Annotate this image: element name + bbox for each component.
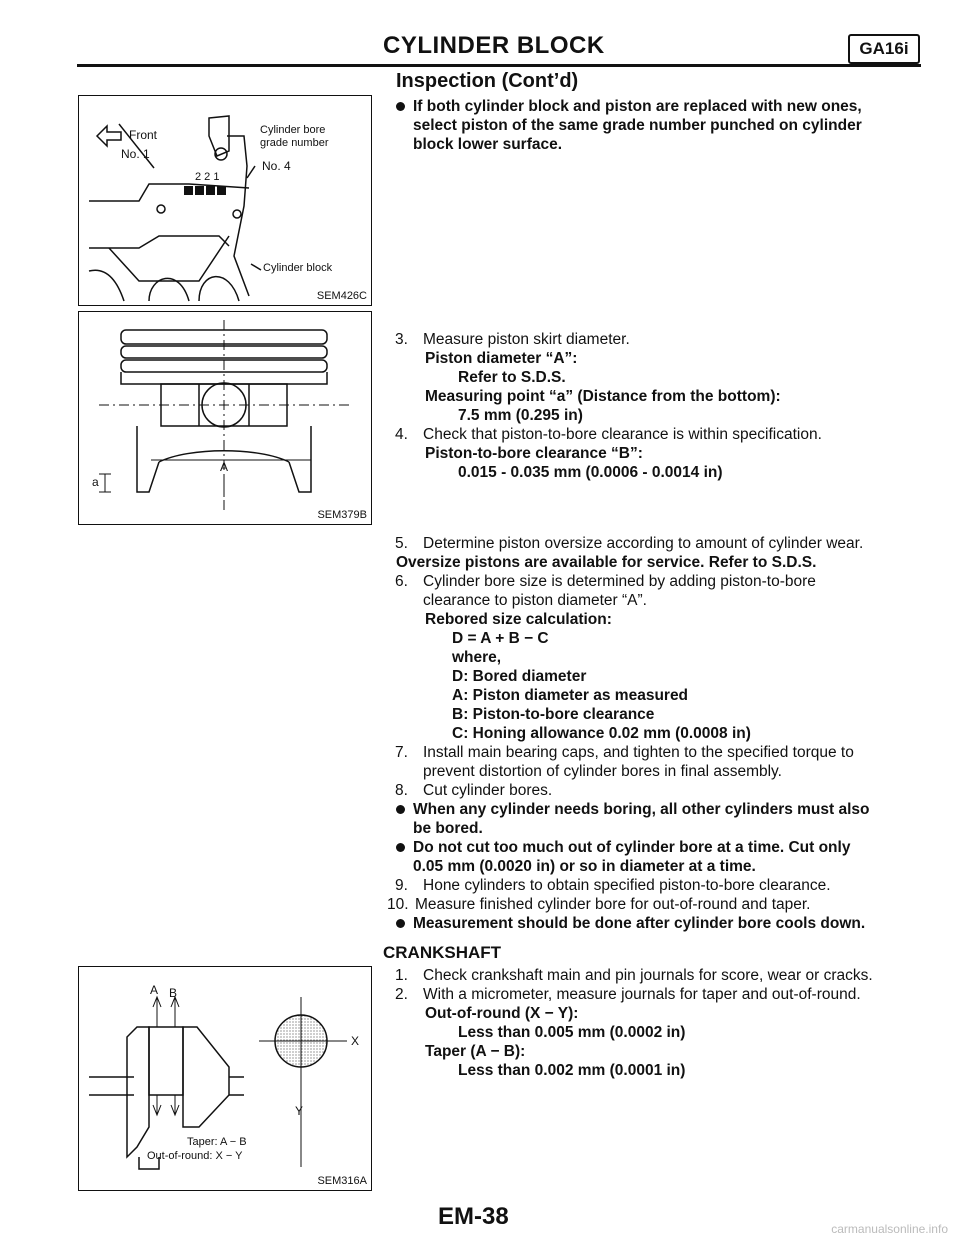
grade-label-2: grade number	[260, 137, 329, 149]
calc-def: D: Bored diameter	[452, 668, 587, 685]
figure-code: SEM379B	[317, 509, 367, 521]
bullet-item: Measurement should be done after cylinder bore cools down.	[383, 914, 873, 933]
spec-label: Piston diameter “A”:	[425, 350, 578, 367]
page-number: EM-38	[438, 1203, 509, 1230]
grade-digits: 2 2 1	[195, 171, 220, 183]
no4-label: No. 4	[262, 159, 291, 173]
diameter-Y-label: Y	[295, 1104, 304, 1118]
calc-def: A: Piston diameter as measured	[452, 687, 689, 704]
front-label: Front	[129, 128, 158, 142]
step-7: 7. Install main bearing caps, and tighten to the specified torque to prevent distortion of cylinder bores in final assembly.	[395, 744, 854, 780]
step-5: 5. Determine piston oversize according to amount of cylinder wear.	[395, 535, 864, 552]
calc-equation: D = A + B − C	[452, 630, 549, 647]
step-8: 8. Cut cylinder bores.	[395, 782, 553, 799]
spec-value: 0.015 - 0.035 mm (0.0006 - 0.0014 in)	[458, 464, 723, 481]
figure-code: SEM316A	[317, 1175, 367, 1187]
step-9: 9. Hone cylinders to obtain specified piston-to-bore clearance.	[395, 877, 831, 894]
calc-def: C: Honing allowance 0.02 mm (0.0008 in)	[452, 725, 751, 742]
no1-label: No. 1	[121, 147, 150, 161]
spec-label: Measuring point “a” (Distance from the bottom):	[425, 388, 781, 405]
spec-value: 7.5 mm (0.295 in)	[458, 407, 583, 424]
crankshaft-heading: CRANKSHAFT	[383, 943, 502, 962]
figure-cylinder-block	[78, 95, 372, 306]
spec-label: Taper (A − B):	[425, 1043, 526, 1060]
oversize-note: Oversize pistons are available for service. Refer to S.D.S.	[396, 554, 817, 571]
calc-title: Rebored size calculation:	[425, 611, 612, 628]
grade-label-1: Cylinder bore	[260, 124, 326, 136]
spec-label: Out-of-round (X − Y):	[425, 1005, 579, 1022]
journal-A-label: A	[150, 983, 159, 997]
bullet-item: If both cylinder block and piston are replaced with new ones, select piston of the same grade number punched on cylinder block lower surface.	[383, 97, 873, 154]
measuring-point-a-label: a	[92, 475, 99, 489]
text-column	[383, 72, 873, 1080]
spec-value: Less than 0.002 mm (0.0001 in)	[458, 1062, 686, 1079]
out-of-round-formula: Out-of-round: X − Y	[147, 1150, 243, 1162]
figure-crankshaft	[78, 966, 372, 1191]
figure-code: SEM426C	[316, 290, 367, 302]
spec-value: Refer to S.D.S.	[458, 369, 566, 386]
spec-value: Less than 0.005 mm (0.0002 in)	[458, 1024, 686, 1041]
bullet-item: When any cylinder needs boring, all other cylinders must also be bored.	[383, 800, 873, 838]
calc-def: B: Piston-to-bore clearance	[452, 706, 655, 723]
calc-where: where,	[452, 649, 502, 666]
crank-step-2: 2. With a micrometer, measure journals for taper and out-of-round.	[395, 986, 861, 1003]
cylinder-block-label: Cylinder block	[263, 262, 333, 274]
step-4: 4. Check that piston-to-bore clearance is within specification.	[395, 426, 822, 443]
step-10: 10. Measure finished cylinder bore for out-of-round and taper.	[387, 896, 811, 913]
figure-piston	[78, 311, 372, 525]
crank-step-1: 1. Check crankshaft main and pin journals for score, wear or cracks.	[395, 967, 873, 984]
spec-label: Piston-to-bore clearance “B”:	[425, 445, 643, 462]
section-heading: Inspection (Cont’d)	[396, 70, 579, 92]
piston-illustration	[79, 312, 371, 524]
step-6: 6. Cylinder bore size is determined by adding piston-to-bore clearance to piston diameter “A”.	[395, 573, 816, 609]
diameter-X-label: X	[351, 1034, 360, 1048]
step-3: 3. Measure piston skirt diameter.	[395, 331, 630, 348]
header-rule	[77, 64, 921, 67]
taper-formula: Taper: A − B	[187, 1136, 247, 1148]
bullet-item: Do not cut too much out of cylinder bore at a time. Cut only 0.05 mm (0.0020 in) or so in diameter at a time.	[383, 838, 873, 876]
piston-diameter-A-label: A	[220, 460, 229, 474]
journal-B-label: B	[169, 986, 178, 1000]
watermark: carmanualsonline.info	[831, 1222, 948, 1236]
engine-badge: GA16i	[848, 34, 920, 64]
page-title: CYLINDER BLOCK	[383, 32, 605, 59]
